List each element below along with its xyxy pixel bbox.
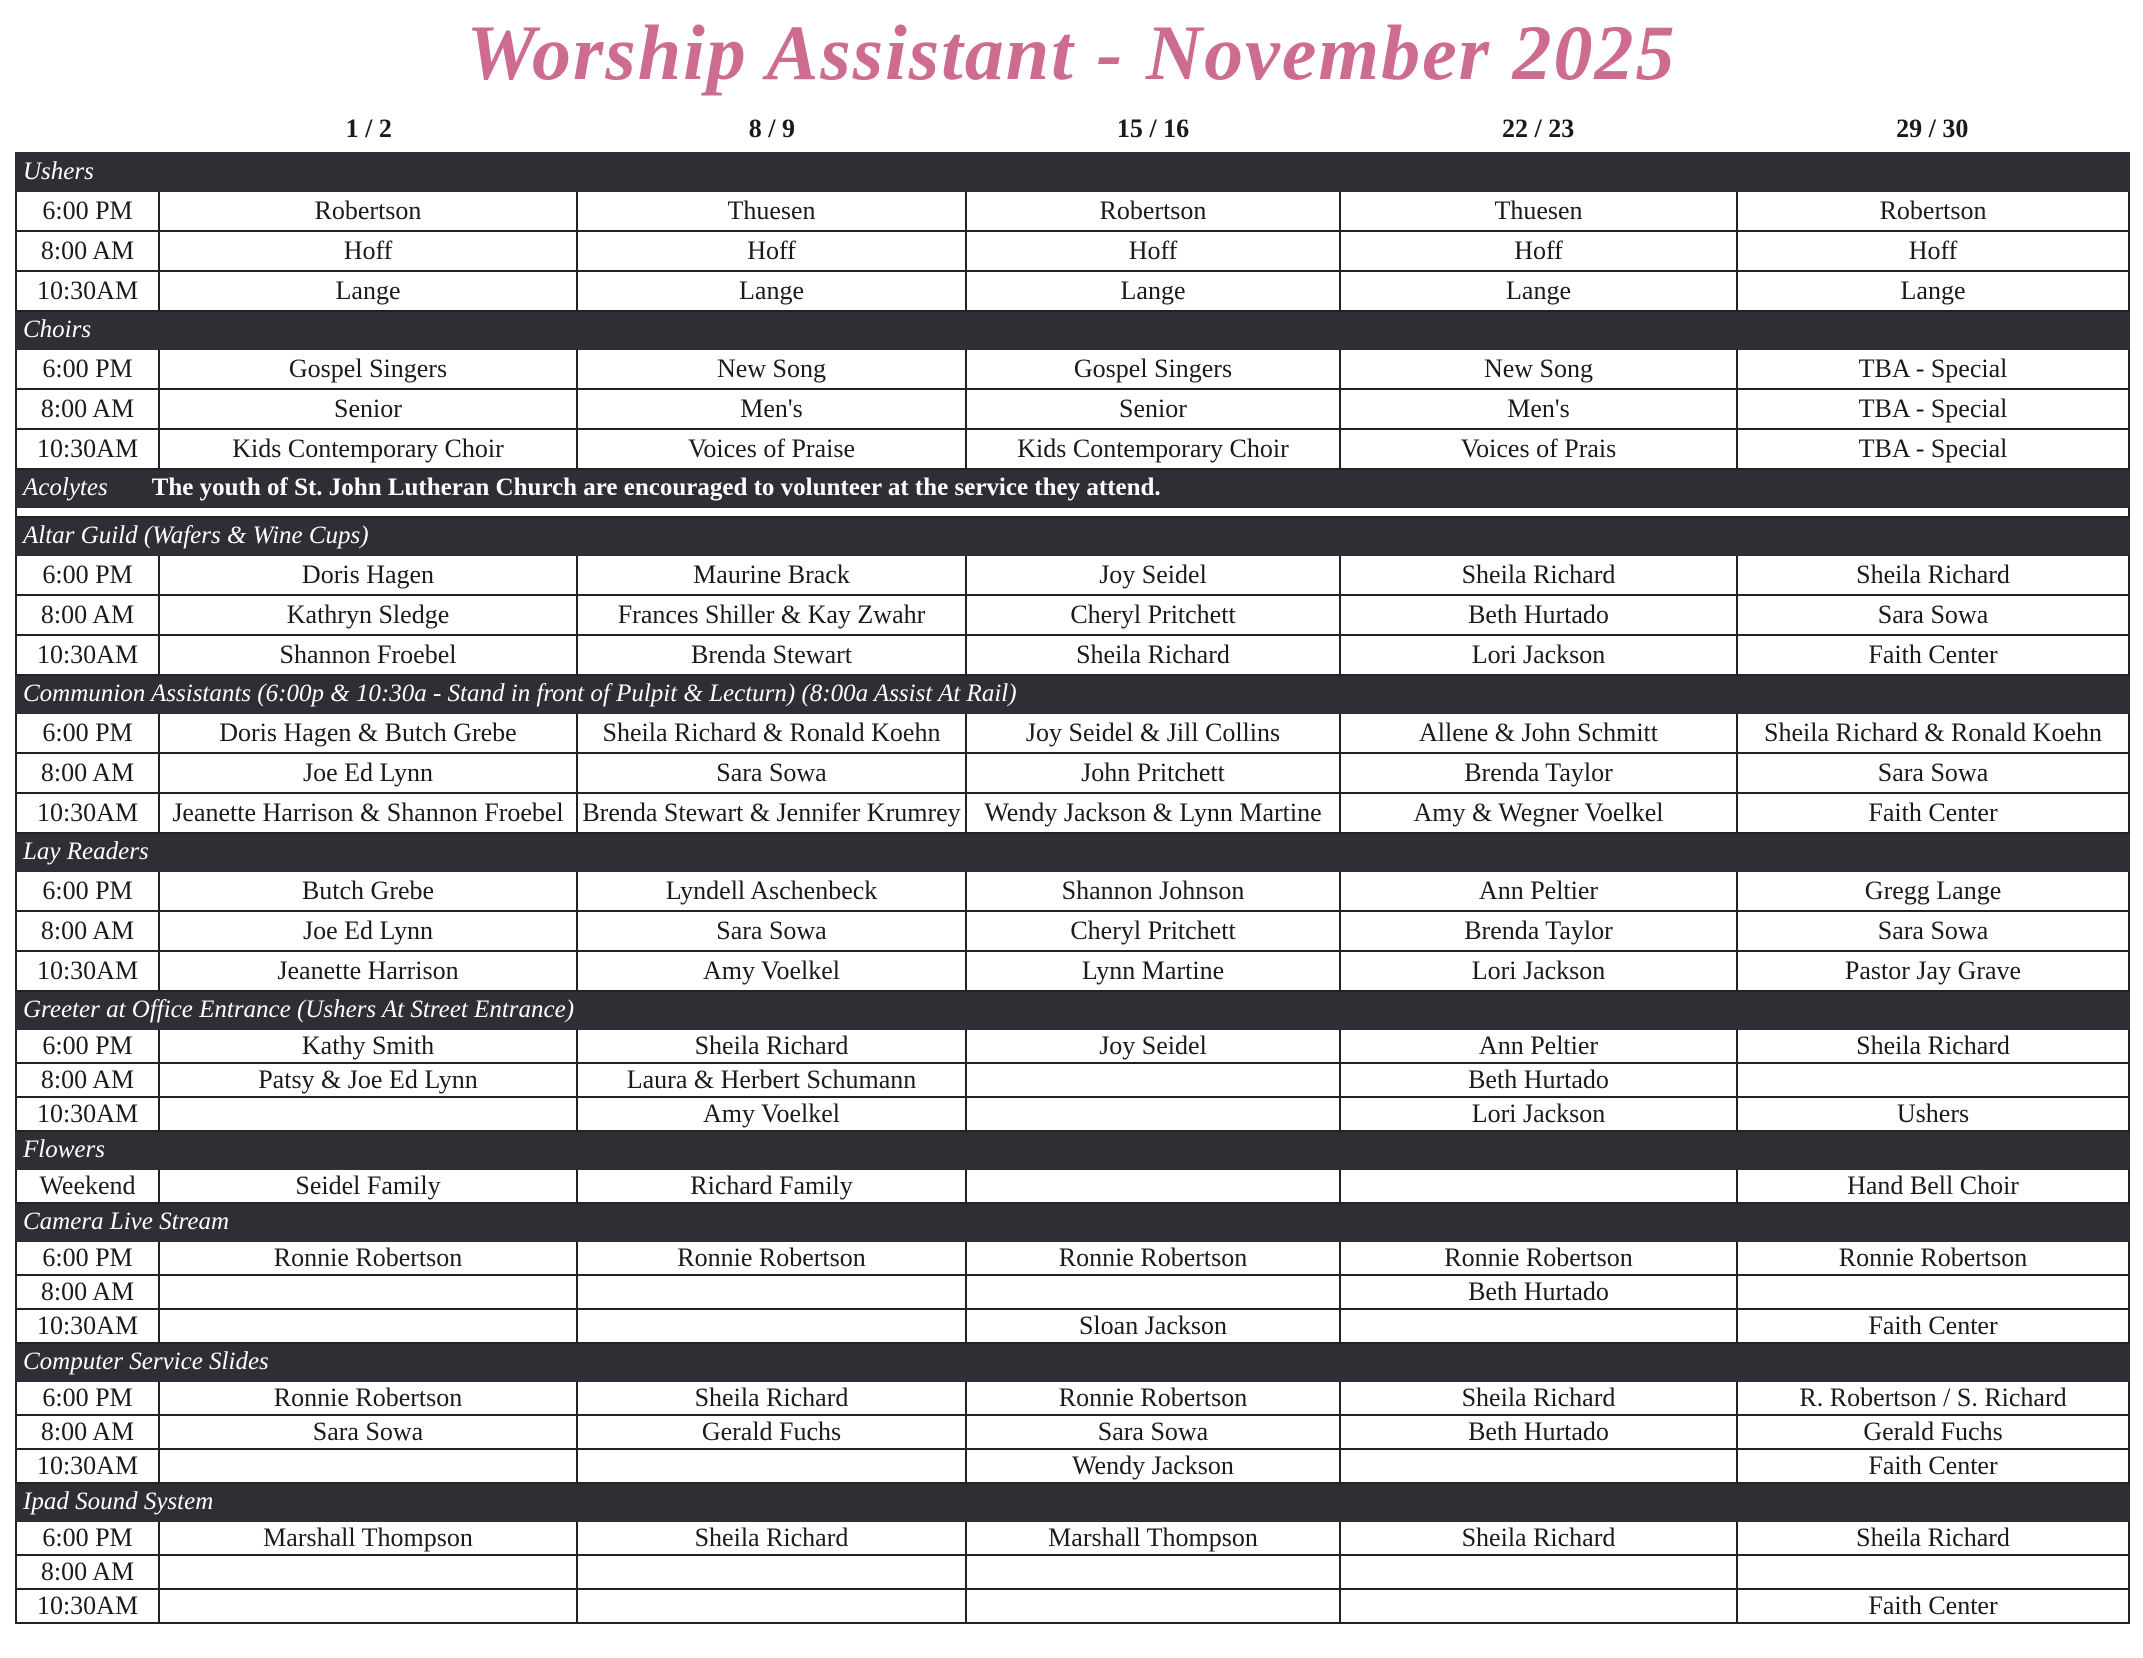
assignment-cell: Lange [1340, 271, 1737, 311]
assignment-cell: Joe Ed Lynn [159, 911, 577, 951]
assignment-cell [159, 1555, 577, 1589]
assignment-cell: Kathryn Sledge [159, 595, 577, 635]
assignment-cell: Frances Shiller & Kay Zwahr [577, 595, 966, 635]
service-time: 10:30AM [16, 1097, 159, 1131]
section-title: Altar Guild (Wafers & Wine Cups) [23, 522, 369, 549]
assignment-cell [966, 1555, 1340, 1589]
service-time: 8:00 AM [16, 389, 159, 429]
table-row [16, 1449, 2129, 1483]
assignment-cell: Ronnie Robertson [577, 1241, 966, 1275]
assignment-cell [966, 1097, 1340, 1131]
service-time: 10:30AM [16, 1309, 159, 1343]
assignment-cell: Sheila Richard & Ronald Koehn [1737, 713, 2129, 753]
assignment-cell: Ronnie Robertson [1737, 1241, 2129, 1275]
assignment-cell: Senior [159, 389, 577, 429]
assignment-cell: Faith Center [1737, 1589, 2129, 1623]
assignment-cell [1340, 1449, 1737, 1483]
assignment-cell: Lori Jackson [1340, 1097, 1737, 1131]
service-time: 8:00 AM [16, 911, 159, 951]
table-row [16, 1521, 2129, 1555]
section-header [16, 153, 2129, 191]
assignment-cell [1340, 1589, 1737, 1623]
assignment-cell: Faith Center [1737, 1449, 2129, 1483]
assignment-cell: Kids Contemporary Choir [966, 429, 1340, 469]
section-title: Computer Service Slides [23, 1348, 269, 1375]
assignment-cell: Sheila Richard [577, 1029, 966, 1063]
section-title: Greeter at Office Entrance (Ushers At Street Entrance) [23, 996, 575, 1023]
assignment-cell: Hoff [1737, 231, 2129, 271]
assignment-cell: R. Robertson / S. Richard [1737, 1381, 2129, 1415]
assignment-cell: Voices of Prais [1340, 429, 1737, 469]
service-time: 10:30AM [16, 429, 159, 469]
section-header [16, 311, 2129, 349]
assignment-cell: Hoff [1340, 231, 1737, 271]
assignment-cell: Sheila Richard [1340, 555, 1737, 595]
table-row [16, 911, 2129, 951]
assignment-cell: Joe Ed Lynn [159, 753, 577, 793]
assignment-cell: Lori Jackson [1340, 951, 1737, 991]
assignment-cell: Ann Peltier [1340, 871, 1737, 911]
table-row [16, 231, 2129, 271]
assignment-cell: Lange [159, 271, 577, 311]
assignment-cell: Brenda Taylor [1340, 911, 1737, 951]
assignment-cell: Faith Center [1737, 793, 2129, 833]
assignment-cell [577, 1449, 966, 1483]
table-row [16, 1241, 2129, 1275]
assignment-cell: Beth Hurtado [1340, 1275, 1737, 1309]
assignment-cell: Lange [1737, 271, 2129, 311]
assignment-cell [577, 1589, 966, 1623]
assignment-cell: TBA - Special [1737, 429, 2129, 469]
assignment-cell: John Pritchett [966, 753, 1340, 793]
section-title: Acolytes [23, 474, 108, 501]
table-row [16, 871, 2129, 911]
assignment-cell: Men's [1340, 389, 1737, 429]
assignment-cell: Sheila Richard [577, 1381, 966, 1415]
assignment-cell [159, 1097, 577, 1131]
assignment-cell: Cheryl Pritchett [966, 595, 1340, 635]
table-row [16, 429, 2129, 469]
assignment-cell: Shannon Froebel [159, 635, 577, 675]
service-time: 8:00 AM [16, 595, 159, 635]
assignment-cell: New Song [577, 349, 966, 389]
section-header [16, 469, 2129, 507]
assignment-cell: Butch Grebe [159, 871, 577, 911]
assignment-cell [577, 1309, 966, 1343]
assignment-cell: Ronnie Robertson [159, 1381, 577, 1415]
assignment-cell: Sheila Richard [1340, 1521, 1737, 1555]
section-note: The youth of St. John Lutheran Church are encouraged to volunteer at the service they attend. [151, 474, 1161, 501]
assignment-cell: Ronnie Robertson [966, 1381, 1340, 1415]
service-time: Weekend [16, 1169, 159, 1203]
date-header: 1 / 2 [345, 114, 392, 143]
assignment-cell: Seidel Family [159, 1169, 577, 1203]
date-header: 8 / 9 [748, 114, 795, 143]
assignment-cell: Pastor Jay Grave [1737, 951, 2129, 991]
assignment-cell: Robertson [1737, 191, 2129, 231]
assignment-cell [577, 1555, 966, 1589]
service-time: 8:00 AM [16, 1063, 159, 1097]
table-row [16, 793, 2129, 833]
assignment-cell: Sara Sowa [577, 911, 966, 951]
table-row [16, 271, 2129, 311]
service-time: 6:00 PM [16, 1029, 159, 1063]
assignment-cell: Gregg Lange [1737, 871, 2129, 911]
assignment-cell: Gerald Fuchs [1737, 1415, 2129, 1449]
assignment-cell: Sheila Richard [1737, 555, 2129, 595]
assignment-cell: Doris Hagen & Butch Grebe [159, 713, 577, 753]
assignment-cell: Amy Voelkel [577, 951, 966, 991]
assignment-cell [1737, 1275, 2129, 1309]
assignment-cell: Joy Seidel [966, 1029, 1340, 1063]
service-time: 6:00 PM [16, 191, 159, 231]
assignment-cell [159, 1589, 577, 1623]
assignment-cell: Lynn Martine [966, 951, 1340, 991]
table-row [16, 1097, 2129, 1131]
table-row [16, 1029, 2129, 1063]
table-row [16, 635, 2129, 675]
date-header: 22 / 23 [1501, 114, 1575, 143]
assignment-cell: Gospel Singers [966, 349, 1340, 389]
table-row [16, 191, 2129, 231]
assignment-cell: Amy Voelkel [577, 1097, 966, 1131]
table-row [16, 1169, 2129, 1203]
table-row [16, 713, 2129, 753]
section-header [16, 675, 2129, 713]
assignment-cell: Ann Peltier [1340, 1029, 1737, 1063]
assignment-cell: Laura & Herbert Schumann [577, 1063, 966, 1097]
assignment-cell [966, 1275, 1340, 1309]
assignment-cell [1737, 1063, 2129, 1097]
section-header [16, 1203, 2129, 1241]
service-time: 6:00 PM [16, 871, 159, 911]
assignment-cell: Marshall Thompson [966, 1521, 1340, 1555]
assignment-cell: Wendy Jackson & Lynn Martine [966, 793, 1340, 833]
assignment-cell: Voices of Praise [577, 429, 966, 469]
service-time: 6:00 PM [16, 1381, 159, 1415]
assignment-cell: Kathy Smith [159, 1029, 577, 1063]
section-title: Choirs [23, 316, 92, 343]
assignment-cell: Joy Seidel & Jill Collins [966, 713, 1340, 753]
assignment-cell: Sara Sowa [577, 753, 966, 793]
table-row [16, 951, 2129, 991]
table-row [16, 1381, 2129, 1415]
service-time: 8:00 AM [16, 1555, 159, 1589]
spacer-row [16, 507, 2129, 517]
assignment-cell: Sara Sowa [1737, 595, 2129, 635]
date-header: 29 / 30 [1896, 114, 1969, 143]
assignment-cell: Jeanette Harrison [159, 951, 577, 991]
date-header: 15 / 16 [1116, 114, 1190, 143]
assignment-cell: Sheila Richard [1340, 1381, 1737, 1415]
page-title: Worship Assistant - November 2025 [466, 9, 1677, 96]
assignment-cell: Senior [966, 389, 1340, 429]
service-time: 10:30AM [16, 951, 159, 991]
service-time: 8:00 AM [16, 753, 159, 793]
assignment-cell: Lori Jackson [1340, 635, 1737, 675]
table-row [16, 1309, 2129, 1343]
service-time: 8:00 AM [16, 1275, 159, 1309]
assignment-cell: Patsy & Joe Ed Lynn [159, 1063, 577, 1097]
assignment-cell: Brenda Stewart & Jennifer Krumrey [577, 793, 966, 833]
assignment-cell: Maurine Brack [577, 555, 966, 595]
assignment-cell: Ushers [1737, 1097, 2129, 1131]
assignment-cell: Marshall Thompson [159, 1521, 577, 1555]
assignment-cell: Men's [577, 389, 966, 429]
service-time: 10:30AM [16, 1449, 159, 1483]
section-title: Camera Live Stream [23, 1208, 229, 1235]
service-time: 6:00 PM [16, 713, 159, 753]
assignment-cell: Lyndell Aschenbeck [577, 871, 966, 911]
section-header [16, 1343, 2129, 1381]
section-header [16, 517, 2129, 555]
assignment-cell [966, 1589, 1340, 1623]
assignment-cell: Cheryl Pritchett [966, 911, 1340, 951]
assignment-cell [966, 1063, 1340, 1097]
date-header-row [160, 114, 2128, 144]
assignment-cell: Ronnie Robertson [159, 1241, 577, 1275]
table-row [16, 753, 2129, 793]
assignment-cell [1340, 1555, 1737, 1589]
section-header [16, 991, 2129, 1029]
section-title: Ipad Sound System [23, 1488, 214, 1515]
assignment-cell: Thuesen [1340, 191, 1737, 231]
table-row [16, 1275, 2129, 1309]
assignment-cell: Robertson [159, 191, 577, 231]
assignment-cell: Hand Bell Choir [1737, 1169, 2129, 1203]
table-row [16, 595, 2129, 635]
assignment-cell [1737, 1555, 2129, 1589]
assignment-cell: Robertson [966, 191, 1340, 231]
assignment-cell [1340, 1169, 1737, 1203]
assignment-cell: Lange [966, 271, 1340, 311]
service-time: 6:00 PM [16, 349, 159, 389]
assignment-cell: Sheila Richard [577, 1521, 966, 1555]
assignment-cell: Thuesen [577, 191, 966, 231]
service-time: 10:30AM [16, 793, 159, 833]
assignment-cell: New Song [1340, 349, 1737, 389]
service-time: 8:00 AM [16, 1415, 159, 1449]
assignment-cell: Beth Hurtado [1340, 595, 1737, 635]
section-title: Lay Readers [23, 838, 149, 865]
assignment-cell: TBA - Special [1737, 389, 2129, 429]
assignment-cell: Hoff [159, 231, 577, 271]
assignment-cell: Gospel Singers [159, 349, 577, 389]
assignment-cell: Brenda Stewart [577, 635, 966, 675]
assignment-cell: Sara Sowa [966, 1415, 1340, 1449]
assignment-cell: Ronnie Robertson [966, 1241, 1340, 1275]
assignment-cell: Shannon Johnson [966, 871, 1340, 911]
service-time: 10:30AM [16, 271, 159, 311]
service-time: 10:30AM [16, 635, 159, 675]
assignment-cell: Amy & Wegner Voelkel [1340, 793, 1737, 833]
assignment-cell: Sheila Richard [1737, 1029, 2129, 1063]
assignment-cell: Beth Hurtado [1340, 1063, 1737, 1097]
section-header [16, 1483, 2129, 1521]
assignment-cell: Sara Sowa [159, 1415, 577, 1449]
table-row [16, 1415, 2129, 1449]
service-time: 6:00 PM [16, 1521, 159, 1555]
assignment-cell [1340, 1309, 1737, 1343]
section-title: Ushers [23, 158, 94, 185]
table-row [16, 349, 2129, 389]
assignment-cell: Doris Hagen [159, 555, 577, 595]
schedule-table [15, 152, 2130, 1624]
table-row [16, 1555, 2129, 1589]
assignment-cell: Beth Hurtado [1340, 1415, 1737, 1449]
assignment-cell: Faith Center [1737, 1309, 2129, 1343]
assignment-cell: Jeanette Harrison & Shannon Froebel [159, 793, 577, 833]
assignment-cell: Sara Sowa [1737, 911, 2129, 951]
assignment-cell: Sheila Richard [966, 635, 1340, 675]
assignment-cell [159, 1449, 577, 1483]
assignment-cell [577, 1275, 966, 1309]
table-row [16, 1063, 2129, 1097]
section-header [16, 833, 2129, 871]
assignment-cell: Sheila Richard & Ronald Koehn [577, 713, 966, 753]
assignment-cell: Kids Contemporary Choir [159, 429, 577, 469]
assignment-cell: Hoff [577, 231, 966, 271]
assignment-cell: Sheila Richard [1737, 1521, 2129, 1555]
assignment-cell: Faith Center [1737, 635, 2129, 675]
assignment-cell: Joy Seidel [966, 555, 1340, 595]
service-time: 10:30AM [16, 1589, 159, 1623]
assignment-cell: Lange [577, 271, 966, 311]
assignment-cell [159, 1275, 577, 1309]
assignment-cell: Hoff [966, 231, 1340, 271]
assignment-cell: TBA - Special [1737, 349, 2129, 389]
assignment-cell [966, 1169, 1340, 1203]
table-row [16, 555, 2129, 595]
table-row [16, 1589, 2129, 1623]
section-header [16, 1131, 2129, 1169]
assignment-cell: Richard Family [577, 1169, 966, 1203]
assignment-cell: Ronnie Robertson [1340, 1241, 1737, 1275]
assignment-cell: Sara Sowa [1737, 753, 2129, 793]
service-time: 6:00 PM [16, 555, 159, 595]
assignment-cell: Brenda Taylor [1340, 753, 1737, 793]
assignment-cell: Sloan Jackson [966, 1309, 1340, 1343]
service-time: 6:00 PM [16, 1241, 159, 1275]
assignment-cell: Allene & John Schmitt [1340, 713, 1737, 753]
assignment-cell: Wendy Jackson [966, 1449, 1340, 1483]
service-time: 8:00 AM [16, 231, 159, 271]
assignment-cell [159, 1309, 577, 1343]
section-title: Communion Assistants (6:00p & 10:30a - Stand in front of Pulpit & Lecturn) (8:00a Assist At Rail) [23, 680, 1017, 707]
section-title: Flowers [23, 1136, 105, 1163]
assignment-cell: Gerald Fuchs [577, 1415, 966, 1449]
table-row [16, 389, 2129, 429]
